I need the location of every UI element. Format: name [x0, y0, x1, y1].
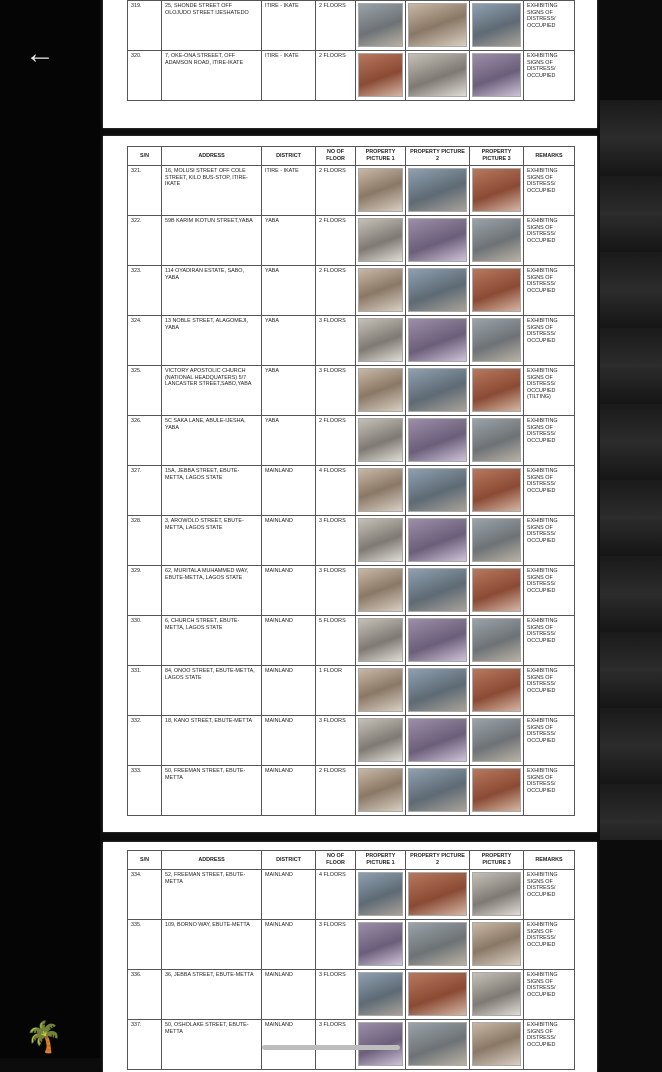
property-picture-cell [406, 416, 470, 466]
column-header-district: DISTRICT [262, 147, 316, 166]
property-picture-cell [356, 51, 406, 101]
property-table-page-3 [127, 850, 575, 1070]
property-photo [358, 768, 403, 812]
address-cell: VICTORY APOSTOLIC CHURCH (NATIONAL HEADQUATERS) 5/7 LANCASTER STREET,SABO,YABA [162, 366, 262, 416]
property-picture-cell [406, 266, 470, 316]
address-cell: 50, FREEMAN STREET, EBUTE-METTA [162, 766, 262, 816]
district-cell: YABA [262, 416, 316, 466]
table-row [128, 870, 575, 920]
property-picture-cell [470, 870, 524, 920]
serial-number: 334. [128, 870, 162, 920]
district-cell: MAINLAND [262, 666, 316, 716]
column-header-floor: NO OF FLOOR [316, 147, 356, 166]
district-cell: MAINLAND [262, 716, 316, 766]
property-picture-cell [470, 566, 524, 616]
remarks-cell: EXHIBITING SIGNS OF DISTRESS/ OCCUPIED [524, 566, 575, 616]
property-picture-cell [356, 366, 406, 416]
property-picture-cell [470, 216, 524, 266]
column-header-pic2: PROPERTY PICTURE 2 [406, 147, 470, 166]
property-photo [408, 3, 467, 47]
column-header-sn: S/N [128, 147, 162, 166]
address-cell: 84, ONOO STREET, EBUTE-METTA, LAGOS STATE [162, 666, 262, 716]
property-picture-cell [470, 666, 524, 716]
district-cell: MAINLAND [262, 566, 316, 616]
property-picture-cell [406, 516, 470, 566]
district-cell: YABA [262, 266, 316, 316]
floors-cell: 2 FLOORS [316, 416, 356, 466]
address-cell: 5C SAKA LANE, ABULE-IJESHA, YABA [162, 416, 262, 466]
address-cell: 109, BORNO WAY, EBUTE-METTA [162, 920, 262, 970]
serial-number: 333. [128, 766, 162, 816]
table-row [128, 466, 575, 516]
property-picture-cell [406, 870, 470, 920]
floors-cell: 2 FLOORS [316, 216, 356, 266]
property-photo [358, 872, 403, 916]
property-photo [408, 468, 467, 512]
remarks-cell: EXHIBITING SIGNS OF DISTRESS/ OCCUPIED [524, 616, 575, 666]
remarks-cell: EXHIBITING SIGNS OF DISTRESS/ OCCUPIED [524, 516, 575, 566]
serial-number: 328. [128, 516, 162, 566]
district-cell: MAINLAND [262, 516, 316, 566]
column-header-remarks: REMARKS [524, 851, 575, 870]
remarks-cell: EXHIBITING SIGNS OF DISTRESS/ OCCUPIED [524, 466, 575, 516]
property-picture-cell [470, 466, 524, 516]
serial-number: 325. [128, 366, 162, 416]
property-picture-cell [356, 616, 406, 666]
address-cell: 6, CHURCH STREET, EBUTE-METTA, LAGOS STATE [162, 616, 262, 666]
table-row [128, 1, 575, 51]
address-cell: 50, OSHOLAKE STREET, EBUTE-METTA [162, 1020, 262, 1070]
serial-number: 337. [128, 1020, 162, 1070]
remarks-cell: EXHIBITING SIGNS OF DISTRESS/ OCCUPIED [524, 166, 575, 216]
serial-number: 336. [128, 970, 162, 1020]
table-row [128, 216, 575, 266]
property-picture-cell [470, 616, 524, 666]
property-picture-cell [406, 166, 470, 216]
property-photo [358, 568, 403, 612]
palm-watermark-icon: 🌴 [25, 1021, 63, 1054]
table-row [128, 566, 575, 616]
property-photo [472, 168, 521, 212]
property-photo [472, 218, 521, 262]
property-picture-cell [356, 766, 406, 816]
property-photo [408, 568, 467, 612]
floors-cell: 2 FLOORS [316, 166, 356, 216]
property-picture-cell [470, 970, 524, 1020]
property-picture-cell [356, 466, 406, 516]
district-cell: MAINLAND [262, 870, 316, 920]
property-picture-cell [470, 366, 524, 416]
address-cell: 52, FREEMAN STREET, EBUTE-METTA [162, 870, 262, 920]
district-cell: YABA [262, 216, 316, 266]
table-row [128, 316, 575, 366]
property-photo [472, 368, 521, 412]
address-cell: 25, SHONDE STREET OFF OLOJUDO STREET IJESHATEDO [162, 1, 262, 51]
floors-cell: 2 FLOORS [316, 766, 356, 816]
floors-cell: 3 FLOORS [316, 366, 356, 416]
property-picture-cell [406, 466, 470, 516]
document-page-2 [103, 136, 597, 832]
column-header-address: ADDRESS [162, 147, 262, 166]
floors-cell: 3 FLOORS [316, 920, 356, 970]
serial-number: 322. [128, 216, 162, 266]
floors-cell: 3 FLOORS [316, 566, 356, 616]
property-photo [358, 418, 403, 462]
floors-cell: 2 FLOORS [316, 266, 356, 316]
document-page-3 [103, 842, 597, 1072]
serial-number: 321. [128, 166, 162, 216]
property-table-page-2 [127, 146, 575, 816]
property-photo [358, 53, 403, 97]
property-photo [408, 518, 467, 562]
table-row [128, 51, 575, 101]
remarks-cell: EXHIBITING SIGNS OF DISTRESS/ OCCUPIED [524, 920, 575, 970]
property-table-page-1 [127, 0, 575, 101]
remarks-cell: EXHIBITING SIGNS OF DISTRESS/ OCCUPIED [524, 1020, 575, 1070]
address-cell: 13 NOBLE STREET, ALAGOMEJI, YABA [162, 316, 262, 366]
property-photo [408, 668, 467, 712]
property-photo [358, 1022, 403, 1066]
table-header-row [128, 851, 575, 870]
property-photo [472, 718, 521, 762]
property-photo [472, 872, 521, 916]
property-photo [408, 268, 467, 312]
property-photo [358, 268, 403, 312]
property-picture-cell [356, 216, 406, 266]
property-photo [472, 468, 521, 512]
remarks-cell: EXHIBITING SIGNS OF DISTRESS/ OCCUPIED [524, 716, 575, 766]
property-photo [408, 972, 467, 1016]
property-picture-cell [406, 216, 470, 266]
property-photo [472, 53, 521, 97]
serial-number: 326. [128, 416, 162, 466]
table-row [128, 266, 575, 316]
table-row [128, 716, 575, 766]
serial-number: 324. [128, 316, 162, 366]
property-photo [358, 922, 403, 966]
column-header-pic2: PROPERTY PICTURE 2 [406, 851, 470, 870]
property-photo [472, 972, 521, 1016]
property-photo [472, 1022, 521, 1066]
serial-number: 331. [128, 666, 162, 716]
table-row [128, 970, 575, 1020]
floors-cell: 5 FLOORS [316, 616, 356, 666]
property-photo [408, 168, 467, 212]
district-cell: YABA [262, 316, 316, 366]
property-picture-cell [470, 716, 524, 766]
property-picture-cell [406, 970, 470, 1020]
property-photo [472, 768, 521, 812]
property-photo [472, 418, 521, 462]
address-cell: 62, MURITALA MUHAMMED WAY, EBUTE-METTA, LAGOS STATE [162, 566, 262, 616]
district-cell: ITIRE - IKATE [262, 1, 316, 51]
property-picture-cell [406, 716, 470, 766]
property-picture-cell [406, 366, 470, 416]
property-picture-cell [356, 516, 406, 566]
district-cell: MAINLAND [262, 466, 316, 516]
serial-number: 332. [128, 716, 162, 766]
back-arrow-icon[interactable]: ← [25, 37, 55, 70]
district-cell: YABA [262, 366, 316, 416]
property-picture-cell [406, 766, 470, 816]
property-picture-cell [356, 1, 406, 51]
property-photo [358, 718, 403, 762]
property-picture-cell [406, 666, 470, 716]
property-photo [358, 3, 403, 47]
floors-cell: 3 FLOORS [316, 1020, 356, 1070]
column-header-remarks: REMARKS [524, 147, 575, 166]
property-picture-cell [356, 666, 406, 716]
column-header-pic1: PROPERTY PICTURE 1 [356, 147, 406, 166]
property-photo [408, 1022, 467, 1066]
serial-number: 329. [128, 566, 162, 616]
address-cell: 7, OKE-ONA STREEET, OFF ADAMSON ROAD, ITIRE-IKATE [162, 51, 262, 101]
property-photo [472, 318, 521, 362]
serial-number: 335. [128, 920, 162, 970]
property-photo [358, 318, 403, 362]
column-header-pic3: PROPERTY PICTURE 3 [470, 147, 524, 166]
property-picture-cell [406, 316, 470, 366]
remarks-cell: EXHIBITING SIGNS OF DISTRESS/ OCCUPIED [524, 1, 575, 51]
table-header-row [128, 147, 575, 166]
property-picture-cell [356, 566, 406, 616]
serial-number: 323. [128, 266, 162, 316]
table-row [128, 516, 575, 566]
property-picture-cell [356, 716, 406, 766]
property-picture-cell [356, 416, 406, 466]
serial-number: 330. [128, 616, 162, 666]
property-photo [408, 368, 467, 412]
remarks-cell: EXHIBITING SIGNS OF DISTRESS/ OCCUPIED [524, 216, 575, 266]
address-cell: 114 OYADIRAN ESTATE, SABO, YABA [162, 266, 262, 316]
background-document-preview [600, 100, 662, 840]
column-header-pic3: PROPERTY PICTURE 3 [470, 851, 524, 870]
district-cell: MAINLAND [262, 920, 316, 970]
property-photo [408, 418, 467, 462]
remarks-cell: EXHIBITING SIGNS OF DISTRESS/ OCCUPIED [524, 316, 575, 366]
property-photo [472, 618, 521, 662]
address-cell: 59B KARIM IKOTUN STREET,YABA [162, 216, 262, 266]
district-cell: ITIRE - IKATE [262, 166, 316, 216]
property-picture-cell [470, 1, 524, 51]
district-cell: ITIRE - IKATE [262, 51, 316, 101]
address-cell: 16, MOLUSI STREET OFF COLE STREET, KILO BUS-STOP, ITIRE-IKATE [162, 166, 262, 216]
property-picture-cell [470, 516, 524, 566]
property-picture-cell [356, 970, 406, 1020]
property-photo [472, 268, 521, 312]
viewer-backdrop [0, 0, 100, 1058]
table-row [128, 366, 575, 416]
property-picture-cell [406, 51, 470, 101]
floors-cell: 3 FLOORS [316, 316, 356, 366]
property-photo [408, 218, 467, 262]
property-photo [358, 518, 403, 562]
property-picture-cell [470, 920, 524, 970]
property-picture-cell [356, 266, 406, 316]
table-row [128, 166, 575, 216]
floors-cell: 2 FLOORS [316, 1, 356, 51]
column-header-pic1: PROPERTY PICTURE 1 [356, 851, 406, 870]
district-cell: MAINLAND [262, 1020, 316, 1070]
table-row [128, 766, 575, 816]
property-photo [358, 668, 403, 712]
property-picture-cell [406, 920, 470, 970]
table-row [128, 666, 575, 716]
remarks-cell: EXHIBITING SIGNS OF DISTRESS/ OCCUPIED [524, 266, 575, 316]
address-cell: 15A, JEBBA STREET, EBUTE-METTA, LAGOS STATE [162, 466, 262, 516]
serial-number: 327. [128, 466, 162, 516]
property-picture-cell [356, 166, 406, 216]
home-indicator[interactable] [262, 1045, 400, 1050]
document-page-1 [103, 0, 597, 128]
property-picture-cell [470, 416, 524, 466]
property-photo [408, 318, 467, 362]
floors-cell: 3 FLOORS [316, 716, 356, 766]
remarks-cell: EXHIBITING SIGNS OF DISTRESS/ OCCUPIED [524, 870, 575, 920]
property-photo [408, 53, 467, 97]
floors-cell: 3 FLOORS [316, 970, 356, 1020]
property-picture-cell [356, 316, 406, 366]
property-picture-cell [470, 1020, 524, 1070]
floors-cell: 3 FLOORS [316, 516, 356, 566]
address-cell: 36, JEBBA STREET, EBUTE-METTA [162, 970, 262, 1020]
remarks-cell: EXHIBITING SIGNS OF DISTRESS/ OCCUPIED [524, 51, 575, 101]
property-photo [408, 768, 467, 812]
remarks-cell: EXHIBITING SIGNS OF DISTRESS/ OCCUPIED (TILTING) [524, 366, 575, 416]
district-cell: MAINLAND [262, 766, 316, 816]
district-cell: MAINLAND [262, 970, 316, 1020]
property-picture-cell [406, 1, 470, 51]
property-photo [408, 922, 467, 966]
property-photo [358, 168, 403, 212]
serial-number: 320. [128, 51, 162, 101]
property-picture-cell [356, 870, 406, 920]
column-header-address: ADDRESS [162, 851, 262, 870]
column-header-floor: NO OF FLOOR [316, 851, 356, 870]
property-picture-cell [470, 51, 524, 101]
column-header-sn: S/N [128, 851, 162, 870]
remarks-cell: EXHIBITING SIGNS OF DISTRESS/ OCCUPIED [524, 766, 575, 816]
property-photo [472, 3, 521, 47]
property-picture-cell [356, 920, 406, 970]
property-picture-cell [470, 166, 524, 216]
property-photo [472, 922, 521, 966]
property-photo [358, 218, 403, 262]
table-row [128, 616, 575, 666]
serial-number: 319. [128, 1, 162, 51]
property-picture-cell [470, 266, 524, 316]
floors-cell: 2 FLOORS [316, 51, 356, 101]
property-picture-cell [406, 616, 470, 666]
address-cell: 18, KANO STREET, EBUTE-METTA [162, 716, 262, 766]
property-photo [472, 668, 521, 712]
property-photo [408, 872, 467, 916]
column-header-district: DISTRICT [262, 851, 316, 870]
property-photo [408, 618, 467, 662]
property-picture-cell [470, 766, 524, 816]
remarks-cell: EXHIBITING SIGNS OF DISTRESS/ OCCUPIED [524, 970, 575, 1020]
table-row [128, 416, 575, 466]
property-picture-cell [406, 1020, 470, 1070]
property-picture-cell [406, 566, 470, 616]
property-photo [358, 618, 403, 662]
property-photo [408, 718, 467, 762]
floors-cell: 4 FLOORS [316, 870, 356, 920]
property-photo [472, 568, 521, 612]
property-picture-cell [470, 316, 524, 366]
property-photo [358, 468, 403, 512]
property-photo [472, 518, 521, 562]
address-cell: 3, AROWOLO STREET, EBUTE-METTA, LAGOS STATE [162, 516, 262, 566]
floors-cell: 1 FLOOR [316, 666, 356, 716]
property-photo [358, 972, 403, 1016]
floors-cell: 4 FLOORS [316, 466, 356, 516]
table-row [128, 920, 575, 970]
district-cell: MAINLAND [262, 616, 316, 666]
remarks-cell: EXHIBITING SIGNS OF DISTRESS/ OCCUPIED [524, 416, 575, 466]
remarks-cell: EXHIBITING SIGNS OF DISTRESS/ OCCUPIED [524, 666, 575, 716]
property-photo [358, 368, 403, 412]
